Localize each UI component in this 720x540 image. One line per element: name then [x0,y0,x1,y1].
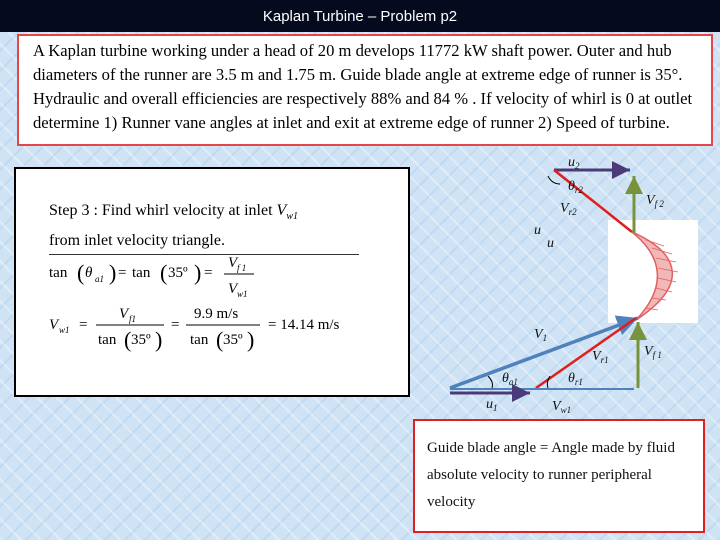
label-runner-u-1: u [534,223,541,238]
slide-title-bar [0,0,720,32]
label-theta-r1: $\theta_{r1}$ [568,371,583,387]
svg-text:= 14.14 m/s: = 14.14 m/s [268,317,340,333]
svg-text:): ) [109,260,117,285]
svg-text:=: = [79,317,88,333]
equation-tan-theta [49,255,254,299]
label-theta-a1: $\theta_{a1}$ [502,371,518,387]
inlet-angle-arc-a1 [488,376,493,388]
label-vw1: $V_{w1}$ [552,399,572,415]
svg-text:tan: tan [132,265,151,281]
svg-text:(: ( [77,260,85,285]
svg-text:=: = [118,265,127,281]
problem-statement-box [17,34,713,146]
svg-text:35º: 35º [223,332,243,348]
outlet-angle-arc [548,176,560,184]
problem-text: A Kaplan turbine working under a head of 20 m develops 11772 kW shaft power. Outer and hub diameters of the runner are 3.5 m and 1.75 m. Guide blade angle at extreme edge of runner is 35°. Hydraulic and overall efficiencies are respectively 88% and 84 % . If velocity of whirl is 0 at outlet determine 1) Runner vane angles at inlet and exit at extreme edge of runner 2) Speed of turbine. [33,41,693,132]
equation-whirl-velocity [49,306,340,352]
svg-text:w1: w1 [237,289,248,299]
inlet-relative-velocity-vr1 [536,318,636,388]
label-runner-u-2: u [547,236,554,251]
svg-text:): ) [247,327,255,352]
svg-text:35º: 35º [168,265,188,281]
label-vf1: $V_{f 1}$ [644,344,662,360]
svg-text:): ) [155,327,163,352]
svg-text:9.9 m/s: 9.9 m/s [194,306,239,322]
svg-text:=: = [171,317,180,333]
svg-text:f1: f1 [129,314,137,324]
svg-text:V: V [228,255,238,271]
svg-text:(: ( [124,327,132,352]
svg-text:θ: θ [85,265,93,281]
svg-text:f 1: f 1 [237,263,247,273]
svg-text:): ) [194,260,202,285]
svg-text:tan: tan [190,332,209,348]
svg-text:V: V [228,281,238,297]
svg-text:V: V [119,306,129,322]
svg-text:(: ( [160,260,168,285]
svg-text:=: = [204,265,213,281]
svg-text:(: ( [216,327,224,352]
velocity-triangle-diagram [420,150,720,418]
step3-box [14,167,410,397]
step3-title: Step 3 : Find whirl velocity at inlet $V_{w1}$ from inlet velocity triangle. [49,199,359,255]
inlet-absolute-velocity-v1 [450,318,638,388]
slide-title: Kaplan Turbine – Problem p2 [262,7,458,25]
guide-blade-note-box [413,419,705,533]
step3-equations [16,169,408,395]
svg-text:V: V [49,317,59,333]
label-vr2: $V_{r2}$ [560,201,577,217]
svg-text:tan: tan [49,265,68,281]
label-theta-r2: $\theta_{r2}$ [568,179,583,195]
label-vr1: $V_{r1}$ [592,349,609,365]
svg-text:w1: w1 [59,325,70,335]
svg-text:a1: a1 [95,274,104,284]
label-u2: $u_2$ [568,155,580,171]
label-vf2: $V_{f 2}$ [646,193,664,209]
svg-text:35º: 35º [131,332,151,348]
label-v1: $V_1$ [534,327,548,343]
label-u1: $u_1$ [486,397,498,413]
guide-blade-note-text: Guide blade angle = Angle made by fluid absolute velocity to runner peripheral velocity [427,440,675,510]
svg-text:tan: tan [98,332,117,348]
